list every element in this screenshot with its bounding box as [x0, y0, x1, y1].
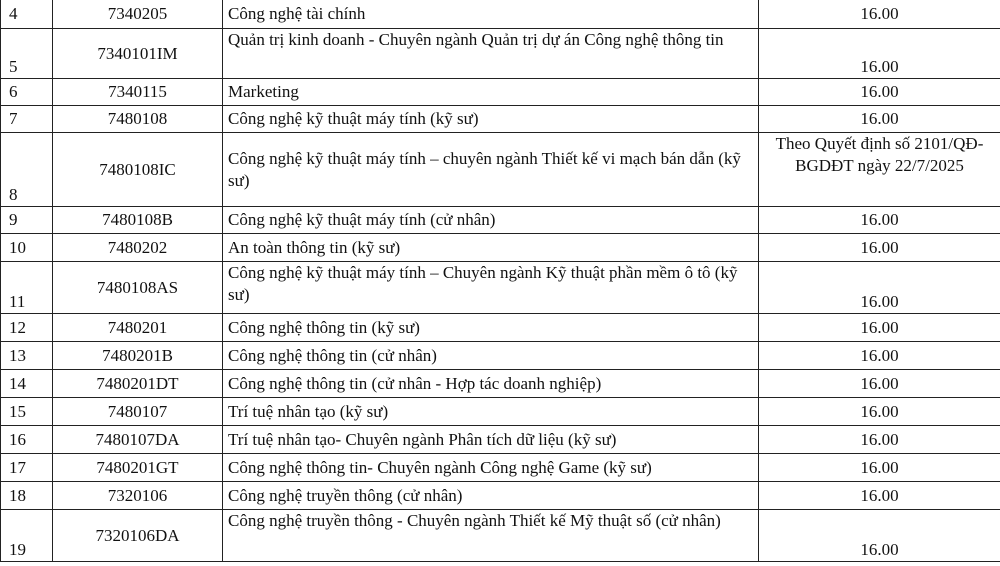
- table-row: [1, 454, 1000, 482]
- row-number: 11: [1, 262, 53, 314]
- cutoff-score: 16.00: [759, 207, 1000, 234]
- major-name: Công nghệ thông tin (cử nhân): [223, 342, 759, 370]
- row-number: 10: [1, 234, 53, 262]
- cutoff-score: 16.00: [759, 314, 1000, 342]
- major-name: An toàn thông tin (kỹ sư): [223, 234, 759, 262]
- cutoff-score: 16.00: [759, 29, 1000, 79]
- major-name: Công nghệ tài chính: [223, 0, 759, 29]
- cutoff-score: 16.00: [759, 482, 1000, 510]
- cutoff-score: 16.00: [759, 370, 1000, 398]
- major-code: 7480108IC: [53, 133, 223, 207]
- major-name: Công nghệ kỹ thuật máy tính – Chuyên ngành Kỹ thuật phần mềm ô tô (kỹ sư): [223, 262, 759, 314]
- major-name: Công nghệ truyền thông (cử nhân): [223, 482, 759, 510]
- table-row: [1, 79, 1000, 106]
- table-row: [1, 398, 1000, 426]
- cutoff-score: 16.00: [759, 0, 1000, 29]
- major-name: Công nghệ thông tin (cử nhân - Hợp tác doanh nghiệp): [223, 370, 759, 398]
- row-number: 8: [1, 133, 53, 207]
- cutoff-score: 16.00: [759, 234, 1000, 262]
- table-row: [1, 207, 1000, 234]
- major-code: 7480201: [53, 314, 223, 342]
- major-code: 7480201GT: [53, 454, 223, 482]
- major-code: 7340101IM: [53, 29, 223, 79]
- cutoff-score: 16.00: [759, 398, 1000, 426]
- table-row: [1, 314, 1000, 342]
- table-row: [1, 262, 1000, 314]
- row-number: 15: [1, 398, 53, 426]
- row-number: 13: [1, 342, 53, 370]
- major-name: Công nghệ thông tin (kỹ sư): [223, 314, 759, 342]
- major-code: 7340205: [53, 0, 223, 29]
- table-row: [1, 342, 1000, 370]
- cutoff-score: Theo Quyết định số 2101/QĐ-BGDĐT ngày 22/7/2025: [759, 133, 1000, 207]
- major-code: 7340115: [53, 79, 223, 106]
- row-number: 4: [1, 0, 53, 29]
- major-code: 7320106: [53, 482, 223, 510]
- major-name: Trí tuệ nhân tạo (kỹ sư): [223, 398, 759, 426]
- row-number: 16: [1, 426, 53, 454]
- major-code: 7480201B: [53, 342, 223, 370]
- major-code: 7320106DA: [53, 510, 223, 562]
- row-number: 6: [1, 79, 53, 106]
- major-name: Công nghệ truyền thông - Chuyên ngành Thiết kế Mỹ thuật số (cử nhân): [223, 510, 759, 562]
- major-code: 7480108: [53, 106, 223, 133]
- table-row: [1, 0, 1000, 29]
- major-name: Trí tuệ nhân tạo- Chuyên ngành Phân tích dữ liệu (kỹ sư): [223, 426, 759, 454]
- major-name: Công nghệ kỹ thuật máy tính (cử nhân): [223, 207, 759, 234]
- table-row: [1, 482, 1000, 510]
- table-row: [1, 106, 1000, 133]
- table-row: [1, 234, 1000, 262]
- cutoff-score: 16.00: [759, 342, 1000, 370]
- major-code: 7480202: [53, 234, 223, 262]
- row-number: 9: [1, 207, 53, 234]
- major-name: Công nghệ kỹ thuật máy tính (kỹ sư): [223, 106, 759, 133]
- cutoff-score: 16.00: [759, 79, 1000, 106]
- major-name: Công nghệ thông tin- Chuyên ngành Công nghệ Game (kỹ sư): [223, 454, 759, 482]
- row-number: 5: [1, 29, 53, 79]
- major-code: 7480107: [53, 398, 223, 426]
- cutoff-score: 16.00: [759, 426, 1000, 454]
- row-number: 14: [1, 370, 53, 398]
- cutoff-score: 16.00: [759, 510, 1000, 562]
- table-row: [1, 29, 1000, 79]
- major-name: Công nghệ kỹ thuật máy tính – chuyên ngành Thiết kế vi mạch bán dẫn (kỹ sư): [223, 133, 759, 207]
- major-code: 7480107DA: [53, 426, 223, 454]
- major-name: Marketing: [223, 79, 759, 106]
- table-row: [1, 426, 1000, 454]
- row-number: 18: [1, 482, 53, 510]
- table-row: [1, 133, 1000, 207]
- major-name: Quản trị kinh doanh - Chuyên ngành Quản trị dự án Công nghệ thông tin: [223, 29, 759, 79]
- major-code: 7480108B: [53, 207, 223, 234]
- table-row: [1, 370, 1000, 398]
- row-number: 7: [1, 106, 53, 133]
- row-number: 19: [1, 510, 53, 562]
- table-row: [1, 510, 1000, 562]
- major-code: 7480201DT: [53, 370, 223, 398]
- row-number: 12: [1, 314, 53, 342]
- row-number: 17: [1, 454, 53, 482]
- major-code: 7480108AS: [53, 262, 223, 314]
- cutoff-score: 16.00: [759, 106, 1000, 133]
- cutoff-score: 16.00: [759, 454, 1000, 482]
- cutoff-score: 16.00: [759, 262, 1000, 314]
